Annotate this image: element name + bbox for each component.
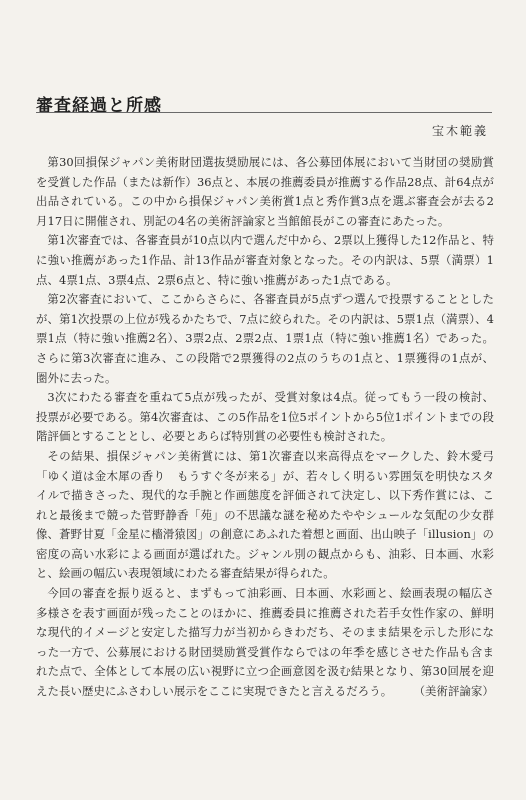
article-title: 審査経過と所感 — [36, 96, 162, 116]
paragraph: 今回の審査を振り返ると、まずもって油彩画、日本画、水彩画と、絵画表現の幅広さ多様さを表す画面が残ったことのほかに、推薦委員に推薦された若手女性作家の、鮮明な現代的イメージと安定した描写力が当初からきわだち、そのまま結果を示した形になった一方で、公募展における財団奨励賞受賞作ならではの年季を感じさせた作品も含まれた点で、全体として本展の広い視野に立つ企画意図を汲む結果となり、第30回展を迎えた長い歴史にふさわしい展示をここに実現できたと言えるだろう。 — [36, 586, 494, 699]
author-name: 宝木範義 — [431, 124, 488, 138]
paragraph: その結果、損保ジャパン美術賞には、第1次審査以来高得点をマークした、鈴木愛弓「ゆく道は金木犀の香り もうすぐ冬が来る」が、若々しく明るい雰囲気を明快なスタイルで描きさった、現代的な手腕と作画態度を評価されて決定し、以下秀作賞には、これと最後まで競った菅野静香「苑」の不思議な謎を秘めたややシュールな気配の少女群像、蒼野甘夏「金星に檣滑猿図」の創意にあふれた着想と画面、出山映子「illusion」の密度の高い水彩による画面が選ばれた。ジャンル別の観点からも、油彩、日本画、水彩と、絵画の幅広い表現領域にわたる審査結果が得られた。 — [36, 448, 494, 581]
title-rule — [36, 112, 492, 113]
paragraph: 3次にわたる審査を重ねて5点が残ったが、受賞対象は4点。従ってもう一段の検討、投票が必要である。第4次審査は、この5作品を1位5ポイントから5位1ポイントまでの段階評価とすることとし、必要とあらば特別賞の必要性も検討された。 — [36, 390, 494, 444]
paragraph: 第1次審査では、各審査員が10点以内で選んだ中から、2票以上獲得した12作品と、特に強い推薦があった1作品、計13作品が審査対象となった。その内訳は、5票（満票）1点、4票1点、3票4点、2票6点と、特に強い推薦があった1点である。 — [36, 233, 494, 287]
author-affiliation: （美術評論家） — [413, 684, 494, 699]
article-body — [36, 153, 494, 702]
paragraph: 第30回損保ジャパン美術財団選抜奨励展には、各公募団体展において当財団の奨励賞を受賞した作品（または新作）36点と、本展の推薦委員が推薦する作品28点、計64点が出品されている。この中から損保ジャパン美術賞1点と秀作賞3点を選ぶ審査会が去る2月17日に開催され、別記の4名の美術評論家と当館館長がこの審査にあたった。 — [36, 155, 494, 228]
paragraph: 第2次審査において、ここからさらに、各審査員が5点ずつ選んで投票することとしたが、第1次投票の上位が残るかたちで、7点に絞られた。その内訳は、5票1点（満票）、4票1点（特に強い推薦2名）、3票2点、2票2点、1票1点（特に強い推薦1名）であった。さらに第3次審査に進み、この段階で2票獲得の2点のうちの1点と、1票獲得の1点が、圏外に去った。 — [36, 292, 494, 385]
